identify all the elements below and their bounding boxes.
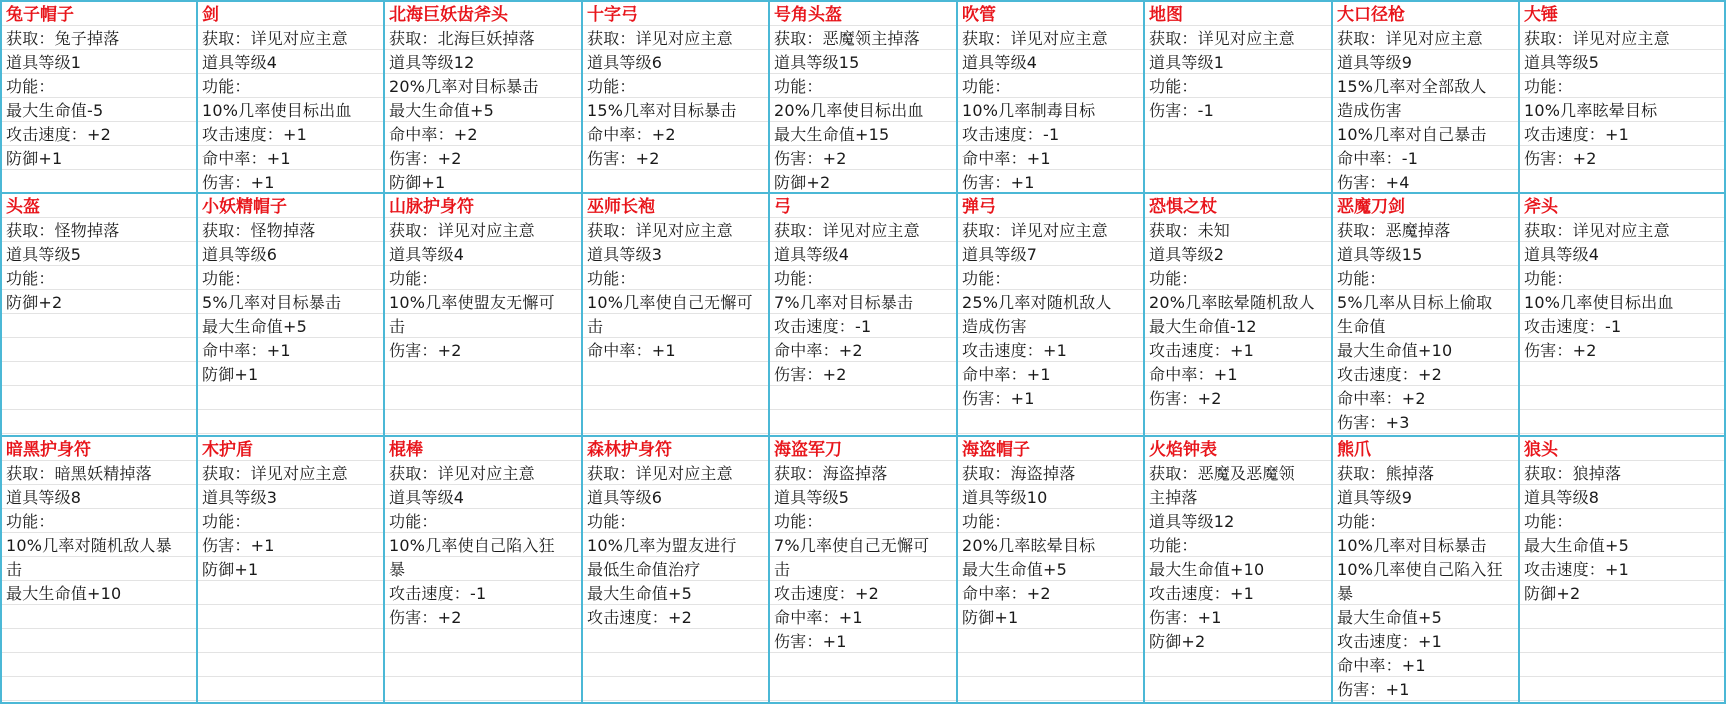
item-attribute-line: 攻击速度：+2 [587, 608, 692, 627]
item-attribute-line: 防御+2 [1524, 584, 1581, 603]
item-attribute-line: 获取：详见对应主意 [962, 29, 1108, 48]
item-attribute-line: 20%几率使目标出血 [774, 101, 924, 120]
item-attribute-line: 道具等级15 [774, 53, 860, 72]
item-attribute-line: 最大生命值+5 [1337, 608, 1442, 627]
item-name: 巫师长袍 [587, 197, 655, 217]
item-attribute-line: 生命值 [1337, 317, 1386, 336]
item-attribute-line: 命中率：+1 [202, 341, 291, 360]
item-attribute-line: 道具等级9 [1337, 53, 1413, 72]
item-attribute-line: 道具等级15 [1337, 245, 1423, 264]
item-attribute-line: 功能： [6, 269, 55, 288]
item-attribute-line: 7%几率使自己无懈可 [774, 536, 930, 555]
item-attribute-line: 10%几率使自己陷入狂 [1337, 560, 1503, 579]
item-attribute-line: 防御+1 [202, 560, 259, 579]
item-attribute-line: 伤害：+1 [774, 632, 847, 651]
item-attribute-line: 伤害：+1 [202, 173, 275, 192]
item-attribute-line: 获取：海盗掉落 [774, 464, 888, 483]
item-attribute-line: 获取：详见对应主意 [389, 464, 535, 483]
item-attribute-line: 伤害：+2 [389, 149, 462, 168]
item-attribute-line: 最大生命值+5 [389, 101, 494, 120]
item-attribute-line: 10%几率眩晕目标 [1524, 101, 1658, 120]
item-attribute-line: 道具等级4 [202, 53, 278, 72]
item-attribute-line: 伤害：+1 [962, 389, 1035, 408]
item-attribute-line: 最大生命值-12 [1149, 317, 1257, 336]
item-attribute-line: 道具等级12 [1149, 512, 1235, 531]
item-attribute-line: 击 [389, 317, 406, 336]
item-attribute-line: 命中率：+2 [587, 125, 676, 144]
item-attributes [1337, 219, 1518, 435]
item-attributes [6, 462, 196, 606]
item-attribute-line: 10%几率使目标出血 [202, 101, 352, 120]
item-attribute-line: 获取：海盗掉落 [962, 464, 1076, 483]
item-attribute-line: 伤害：+4 [1337, 173, 1410, 192]
item-cell[interactable] [198, 0, 385, 194]
item-name: 北海巨妖齿斧头 [389, 5, 508, 25]
item-attribute-line: 伤害：+2 [774, 149, 847, 168]
item-attribute-line: 功能： [962, 269, 1011, 288]
item-attribute-line: 功能： [389, 512, 438, 531]
item-attribute-line: 攻击速度：+1 [1149, 341, 1254, 360]
item-attribute-line: 道具等级8 [1524, 488, 1600, 507]
item-attribute-line: 道具等级7 [962, 245, 1038, 264]
item-attribute-line: 功能： [587, 269, 636, 288]
item-attribute-line: 防御+2 [1149, 632, 1206, 651]
item-attribute-line: 功能： [389, 269, 438, 288]
item-attribute-line: 伤害：+1 [202, 536, 275, 555]
item-attribute-line: 获取：详见对应主意 [962, 221, 1108, 240]
item-attribute-line: 10%几率使目标出血 [1524, 293, 1674, 312]
item-attribute-line: 道具等级4 [1524, 245, 1600, 264]
item-cell[interactable] [385, 437, 583, 704]
item-attribute-line: 命中率：+2 [1337, 389, 1426, 408]
item-attribute-line: 获取：熊掉落 [1337, 464, 1435, 483]
item-attribute-line: 5%几率对目标暴击 [202, 293, 342, 312]
item-attribute-line: 功能： [1524, 77, 1573, 96]
item-attribute-line: 最大生命值+15 [774, 125, 890, 144]
item-cell[interactable] [958, 0, 1145, 194]
item-attributes [1149, 27, 1331, 123]
item-attribute-line: 功能： [202, 77, 251, 96]
item-name: 海盗军刀 [774, 440, 842, 460]
item-attribute-line: 伤害：+2 [1524, 341, 1597, 360]
item-attribute-line: 道具等级4 [774, 245, 850, 264]
item-attribute-line: 道具等级6 [202, 245, 278, 264]
item-attribute-line: 道具等级4 [389, 488, 465, 507]
item-attribute-line: 10%几率对目标暴击 [1337, 536, 1487, 555]
item-attribute-line: 最大生命值+10 [6, 584, 122, 603]
item-attribute-line: 道具等级9 [1337, 488, 1413, 507]
item-attribute-line: 最大生命值-5 [6, 101, 104, 120]
item-attribute-line: 道具等级12 [389, 53, 475, 72]
item-attribute-line: 20%几率眩晕目标 [962, 536, 1096, 555]
item-name: 剑 [202, 5, 219, 25]
item-attributes [1337, 27, 1518, 194]
item-cell[interactable] [0, 0, 198, 194]
item-attributes [389, 27, 581, 194]
item-attribute-line: 获取：详见对应主意 [774, 221, 920, 240]
item-attribute-line: 命中率：+1 [1337, 656, 1426, 675]
item-name: 大锤 [1524, 5, 1558, 25]
item-attribute-line: 获取：未知 [1149, 221, 1231, 240]
item-name: 号角头盔 [774, 5, 842, 25]
item-attribute-line: 命中率：+1 [774, 608, 863, 627]
item-attributes [1524, 219, 1724, 363]
item-attributes [6, 27, 196, 171]
item-attribute-line: 造成伤害 [962, 317, 1027, 336]
item-cell[interactable] [770, 194, 958, 437]
item-cell[interactable] [770, 437, 958, 704]
item-attribute-line: 防御+1 [962, 608, 1019, 627]
item-attribute-line: 攻击速度：+1 [1337, 632, 1442, 651]
item-attribute-line: 获取：恶魔掉落 [1337, 221, 1451, 240]
item-attributes [774, 462, 956, 654]
item-attribute-line: 道具等级1 [1149, 53, 1225, 72]
item-cell[interactable] [0, 437, 198, 704]
item-attribute-line: 攻击速度：+1 [202, 125, 307, 144]
item-attribute-line: 攻击速度：-1 [962, 125, 1060, 144]
item-attributes [1524, 27, 1724, 171]
item-attribute-line: 功能： [1149, 269, 1198, 288]
item-name: 暗黑护身符 [6, 440, 91, 460]
item-attribute-line: 命中率：+1 [587, 341, 676, 360]
item-attributes [202, 219, 383, 387]
item-cell[interactable] [0, 194, 198, 437]
item-cell[interactable] [385, 0, 583, 194]
item-attributes [6, 219, 196, 315]
item-cell[interactable] [1333, 437, 1520, 704]
item-attribute-line: 10%几率使自己无懈可 [587, 293, 753, 312]
item-attribute-line: 获取：暗黑妖精掉落 [6, 464, 152, 483]
item-attribute-line: 获取：怪物掉落 [202, 221, 316, 240]
item-attribute-line: 获取：恶魔及恶魔领 [1149, 464, 1295, 483]
item-attributes [774, 27, 956, 194]
item-attribute-line: 道具等级2 [1149, 245, 1225, 264]
item-name: 弹弓 [962, 197, 996, 217]
item-attribute-line: 道具等级5 [6, 245, 82, 264]
item-attribute-line: 获取：详见对应主意 [587, 464, 733, 483]
item-attribute-line: 功能： [774, 77, 823, 96]
item-attribute-line: 获取：恶魔领主掉落 [774, 29, 920, 48]
item-attribute-line: 命中率：+1 [962, 365, 1051, 384]
item-attribute-line: 攻击速度：+2 [774, 584, 879, 603]
item-attribute-line: 功能： [587, 77, 636, 96]
item-cell[interactable] [1520, 194, 1726, 437]
item-cell[interactable] [1145, 194, 1333, 437]
item-attribute-line: 伤害：+1 [962, 173, 1035, 192]
item-attribute-line: 25%几率对随机敌人 [962, 293, 1112, 312]
item-attribute-line: 造成伤害 [1337, 101, 1402, 120]
item-cell[interactable] [198, 194, 385, 437]
item-attribute-line: 15%几率对目标暴击 [587, 101, 737, 120]
item-attribute-line: 最低生命值治疗 [587, 560, 701, 579]
item-attribute-line: 最大生命值+10 [1337, 341, 1453, 360]
item-attribute-line: 命中率：+2 [389, 125, 478, 144]
item-name: 熊爪 [1337, 440, 1371, 460]
item-attribute-line: 攻击速度：+1 [1149, 584, 1254, 603]
item-attribute-line: 获取：兔子掉落 [6, 29, 120, 48]
item-name: 山脉护身符 [389, 197, 474, 217]
item-attribute-line: 攻击速度：+2 [1337, 365, 1442, 384]
item-attribute-line: 道具等级1 [6, 53, 82, 72]
item-attribute-line: 伤害：+2 [389, 608, 462, 627]
item-attribute-line: 防御+1 [6, 149, 63, 168]
item-attribute-line: 伤害：+2 [774, 365, 847, 384]
item-cell[interactable] [958, 437, 1145, 704]
item-attribute-line: 功能： [962, 77, 1011, 96]
item-cell[interactable] [1333, 194, 1520, 437]
item-name: 恶魔刀剑 [1337, 197, 1405, 217]
item-attribute-line: 功能： [1337, 269, 1386, 288]
item-attribute-line: 道具等级5 [774, 488, 850, 507]
item-attribute-line: 10%几率对随机敌人暴 [6, 536, 172, 555]
item-attribute-line: 功能： [1149, 77, 1198, 96]
item-cell[interactable] [1333, 0, 1520, 194]
item-attribute-line: 最大生命值+5 [962, 560, 1067, 579]
item-attribute-line: 伤害：+3 [1337, 413, 1410, 432]
item-attribute-line: 命中率：+1 [202, 149, 291, 168]
item-attribute-line: 功能： [1524, 269, 1573, 288]
item-cell[interactable] [1520, 0, 1726, 194]
item-attribute-line: 击 [774, 560, 791, 579]
item-cell[interactable] [770, 0, 958, 194]
item-attributes [587, 219, 768, 363]
item-attribute-line: 功能： [587, 512, 636, 531]
item-name: 地图 [1149, 5, 1183, 25]
item-attributes [1149, 462, 1331, 654]
item-attribute-line: 功能： [962, 512, 1011, 531]
item-attribute-line: 功能： [774, 512, 823, 531]
item-attribute-line: 主掉落 [1149, 488, 1198, 507]
item-attribute-line: 20%几率眩晕随机敌人 [1149, 293, 1315, 312]
item-attributes [962, 27, 1143, 194]
item-attribute-line: 10%几率对自己暴击 [1337, 125, 1487, 144]
item-name: 弓 [774, 197, 791, 217]
item-cell[interactable] [1145, 437, 1333, 704]
item-cell[interactable] [583, 0, 770, 194]
item-attribute-line: 道具等级5 [1524, 53, 1600, 72]
item-cell[interactable] [583, 437, 770, 704]
item-attribute-line: 命中率：+2 [774, 341, 863, 360]
item-attribute-line: 攻击速度：+1 [1524, 125, 1629, 144]
item-attributes [587, 27, 768, 171]
item-name: 海盗帽子 [962, 440, 1030, 460]
item-attribute-line: 5%几率从目标上偷取 [1337, 293, 1493, 312]
item-attribute-line: 功能： [6, 512, 55, 531]
item-attribute-line: 攻击速度：-1 [1524, 317, 1622, 336]
item-attribute-line: 命中率：+1 [962, 149, 1051, 168]
item-attribute-line: 获取：详见对应主意 [1337, 29, 1483, 48]
item-attribute-line: 功能： [202, 269, 251, 288]
item-name: 十字弓 [587, 5, 638, 25]
item-attribute-line: 伤害：+1 [1149, 608, 1222, 627]
item-attribute-line: 获取：详见对应主意 [1524, 29, 1670, 48]
item-attribute-line: 防御+1 [202, 365, 259, 384]
item-attribute-line: 命中率：+1 [1149, 365, 1238, 384]
item-attribute-line: 10%几率使自己陷入狂 [389, 536, 555, 555]
item-name: 棍棒 [389, 440, 423, 460]
item-attribute-line: 道具等级10 [962, 488, 1048, 507]
item-attributes [962, 219, 1143, 411]
item-cell[interactable] [1520, 437, 1726, 704]
item-attribute-line: 道具等级3 [202, 488, 278, 507]
item-attribute-line: 20%几率对目标暴击 [389, 77, 539, 96]
item-attribute-line: 攻击速度：-1 [774, 317, 872, 336]
item-attribute-line: 命中率：-1 [1337, 149, 1419, 168]
item-attribute-line: 10%几率为盟友进行 [587, 536, 737, 555]
item-name: 恐惧之杖 [1149, 197, 1217, 217]
item-attribute-line: 防御+2 [6, 293, 63, 312]
item-cell[interactable] [1145, 0, 1333, 194]
item-attribute-line: 7%几率对目标暴击 [774, 293, 914, 312]
item-attribute-line: 15%几率对全部敌人 [1337, 77, 1487, 96]
item-attribute-line: 伤害：+2 [1149, 389, 1222, 408]
item-attribute-line: 防御+1 [389, 173, 446, 192]
item-attributes [962, 462, 1143, 630]
item-attribute-line: 命中率：+2 [962, 584, 1051, 603]
item-attribute-line: 攻击速度：-1 [389, 584, 487, 603]
item-attribute-line: 功能： [1337, 512, 1386, 531]
item-attribute-line: 10%几率制毒目标 [962, 101, 1096, 120]
item-attributes [774, 219, 956, 387]
item-attributes [1524, 462, 1724, 606]
item-attributes [202, 462, 383, 582]
item-attributes [1149, 219, 1331, 411]
item-attribute-line: 道具等级6 [587, 488, 663, 507]
item-attribute-line: 伤害：-1 [1149, 101, 1214, 120]
item-attribute-line: 功能： [6, 77, 55, 96]
item-attribute-line: 获取：详见对应主意 [1149, 29, 1295, 48]
item-attribute-line: 功能： [1149, 536, 1198, 555]
item-attribute-line: 道具等级4 [962, 53, 1038, 72]
item-name: 吹管 [962, 5, 996, 25]
item-cell[interactable] [958, 194, 1145, 437]
item-attribute-line: 道具等级6 [587, 53, 663, 72]
item-attribute-line: 防御+2 [774, 173, 831, 192]
item-attribute-line: 获取：狼掉落 [1524, 464, 1622, 483]
item-attributes [587, 462, 768, 630]
item-attributes [389, 219, 581, 363]
item-attribute-line: 获取：详见对应主意 [202, 464, 348, 483]
item-attribute-line: 获取：北海巨妖掉落 [389, 29, 535, 48]
item-name: 头盔 [6, 197, 40, 217]
item-attribute-line: 伤害：+2 [389, 341, 462, 360]
item-attribute-line: 攻击速度：+2 [6, 125, 111, 144]
item-attributes [202, 27, 383, 194]
item-name: 斧头 [1524, 197, 1558, 217]
item-name: 火焰钟表 [1149, 440, 1217, 460]
item-cell[interactable] [198, 437, 385, 704]
item-attribute-line: 功能： [774, 269, 823, 288]
item-attribute-line: 最大生命值+10 [1149, 560, 1265, 579]
item-attribute-line: 最大生命值+5 [1524, 536, 1629, 555]
item-cell[interactable] [385, 194, 583, 437]
item-attribute-line: 功能： [202, 512, 251, 531]
item-attribute-line: 获取：详见对应主意 [389, 221, 535, 240]
item-name: 兔子帽子 [6, 5, 74, 25]
item-name: 木护盾 [202, 440, 253, 460]
item-attribute-line: 击 [6, 560, 23, 579]
item-attribute-line: 暴 [389, 560, 406, 579]
item-name: 大口径枪 [1337, 5, 1405, 25]
item-attribute-line: 道具等级3 [587, 245, 663, 264]
item-attribute-line: 获取：详见对应主意 [587, 29, 733, 48]
item-cell[interactable] [583, 194, 770, 437]
item-attribute-line: 10%几率使盟友无懈可 [389, 293, 555, 312]
item-name: 狼头 [1524, 440, 1558, 460]
item-attribute-line: 功能： [1524, 512, 1573, 531]
item-attribute-line: 获取：详见对应主意 [587, 221, 733, 240]
item-attribute-line: 获取：怪物掉落 [6, 221, 120, 240]
item-attribute-line: 道具等级8 [6, 488, 82, 507]
item-attribute-line: 获取：详见对应主意 [1524, 221, 1670, 240]
item-attribute-line: 暴 [1337, 584, 1354, 603]
item-attribute-line: 最大生命值+5 [202, 317, 307, 336]
item-attribute-line: 击 [587, 317, 604, 336]
item-attribute-line: 攻击速度：+1 [1524, 560, 1629, 579]
item-attributes [389, 462, 581, 630]
item-name: 森林护身符 [587, 440, 672, 460]
item-attribute-line: 伤害：+2 [587, 149, 660, 168]
item-attribute-line: 伤害：+2 [1524, 149, 1597, 168]
item-attribute-line: 攻击速度：+1 [962, 341, 1067, 360]
item-attribute-line: 最大生命值+5 [587, 584, 692, 603]
item-attribute-line: 伤害：+1 [1337, 680, 1410, 699]
item-attributes [1337, 462, 1518, 702]
item-name: 小妖精帽子 [202, 197, 287, 217]
item-attribute-line: 道具等级4 [389, 245, 465, 264]
item-attribute-line: 获取：详见对应主意 [202, 29, 348, 48]
